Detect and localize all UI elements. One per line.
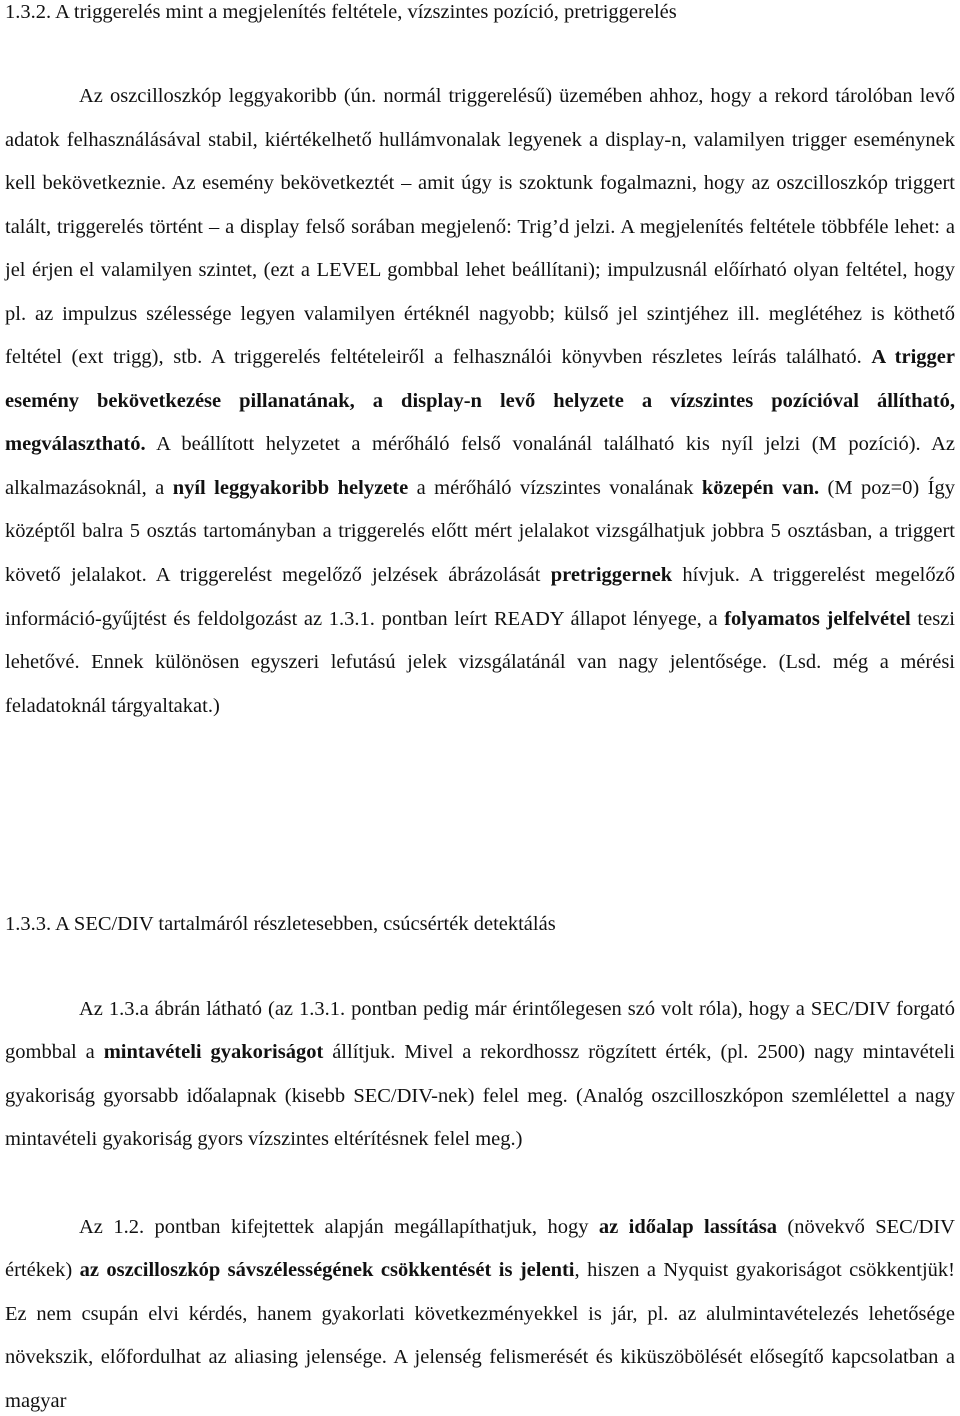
text-run: (növekvő SEC/DIV értékek)	[5, 1216, 955, 1282]
section-heading-1-3-3: 1.3.3. A SEC/DIV tartalmáról részletesebben, csúcsérték detektálás	[5, 913, 556, 935]
paragraph-bandwidth	[5, 1206, 955, 1416]
bold-text-run: A trigger esemény bekövetkezése pillanatának, a display-n levő helyzete a vízszintes pozícióval állítható, megválasztható.	[5, 346, 955, 456]
bold-text-run: közepén van.	[701, 476, 820, 499]
text-run: a mérőháló vízszintes vonalának	[408, 476, 702, 499]
bold-text-run: az időalap lassítása	[598, 1216, 777, 1238]
text-run: (M poz=0) Így középtől balra 5 osztás tartományban a triggerelés előtt mért jelalakot vizsgálhatjuk jobbra 5 osztásban, a triggert követő jelalakot. A triggerelést megelőző jelzések ábrázolását	[5, 476, 955, 587]
bold-text-run: nyíl leggyakoribb helyzete	[172, 476, 409, 499]
bold-text-run: folyamatos jelfelvétel	[724, 607, 911, 630]
text-run: állítjuk. Mivel a rekordhossz rögzített érték, (pl. 2500) nagy mintavételi gyakoriság gyorsabb időalapnak (kisebb SEC/DIV-nek) felel meg. (Analóg oszcilloszkópon szemlélettel a nagy mintavételi gyakoriság gyors vízszintes eltérítésnek felel meg.)	[5, 1041, 955, 1151]
text-run: Az 1.3.a ábrán látható (az 1.3.1. pontban pedig már érintőlegesen szó volt róla), hogy a SEC/DIV forgató gombbal a	[5, 998, 955, 1064]
text-run: Az 1.2. pontban kifejtettek alapján megállapíthatjuk, hogy	[79, 1216, 599, 1238]
bold-text-run: mintavételi gyakoriságot	[103, 1041, 324, 1064]
text-run: teszi lehetővé. Ennek különösen egyszeri lefutású jelek vizsgálatánál van nagy jelentősége. (Lsd. még a mérési feladatoknál tárgyaltakat.)	[5, 607, 955, 717]
text-run: , hiszen a Nyquist gyakoriságot csökkentjük! Ez nem csupán elvi kérdés, hanem gyakorlati következményekkel is jár, pl. az alulmintavételezés lehetősége növekszik, előfordulhat az aliasing jelensége. A jelenség felismerését és kiküszöbölését elősegítő kapcsolatban a magyar	[5, 1259, 955, 1412]
paragraph-triggering	[5, 75, 955, 728]
bold-text-run: az oszcilloszkóp sávszélességének csökkentését is jelenti	[79, 1259, 575, 1282]
bold-text-run: pretriggernek	[550, 564, 673, 587]
text-run: A beállított helyzetet a mérőháló felső vonalánál található kis nyíl jelzi (M pozíció). Az alkalmazásoknál, a	[5, 433, 955, 499]
text-run: Az oszcilloszkóp leggyakoribb (ún. normál triggerelésű) üzemében ahhoz, hogy a rekord tárolóban levő adatok felhasználásával stabil, kiértékelhető hullámvonalak legyenek a display-n, valamilyen trigger eseménynek kell bekövetkeznie. Az esemény bekövetkeztét – amit úgy is szoktunk fogalmazni, hogy az oszcilloszkóp triggert talált, triggerelés történt – a display felső sorában megjelenő: Trig’d jelzi. A megjelenítés feltétele többféle lehet: a jel érjen el valamilyen szintet, (ezt a LEVEL gombbal lehet beállítani); impulzusnál előírható olyan feltétel, hogy pl. az impulzus szélessége legyen valamilyen értéknél nagyobb; külső jel szintjéhez ill. meglétéhez is köthető feltétel (ext trigg), stb. A triggerelés feltételeiről a felhasználói könyvben részletes leírás található.	[5, 85, 955, 369]
section-heading-1-3-2: 1.3.2. A triggerelés mint a megjelenítés feltétele, vízszintes pozíció, pretriggerelés	[5, 1, 677, 23]
paragraph-sec-div	[5, 988, 955, 1162]
text-run: hívjuk. A triggerelést megelőző információ-gyűjtést és feldolgozást az 1.3.1. pontban leírt READY állapot lényege, a	[5, 564, 955, 630]
